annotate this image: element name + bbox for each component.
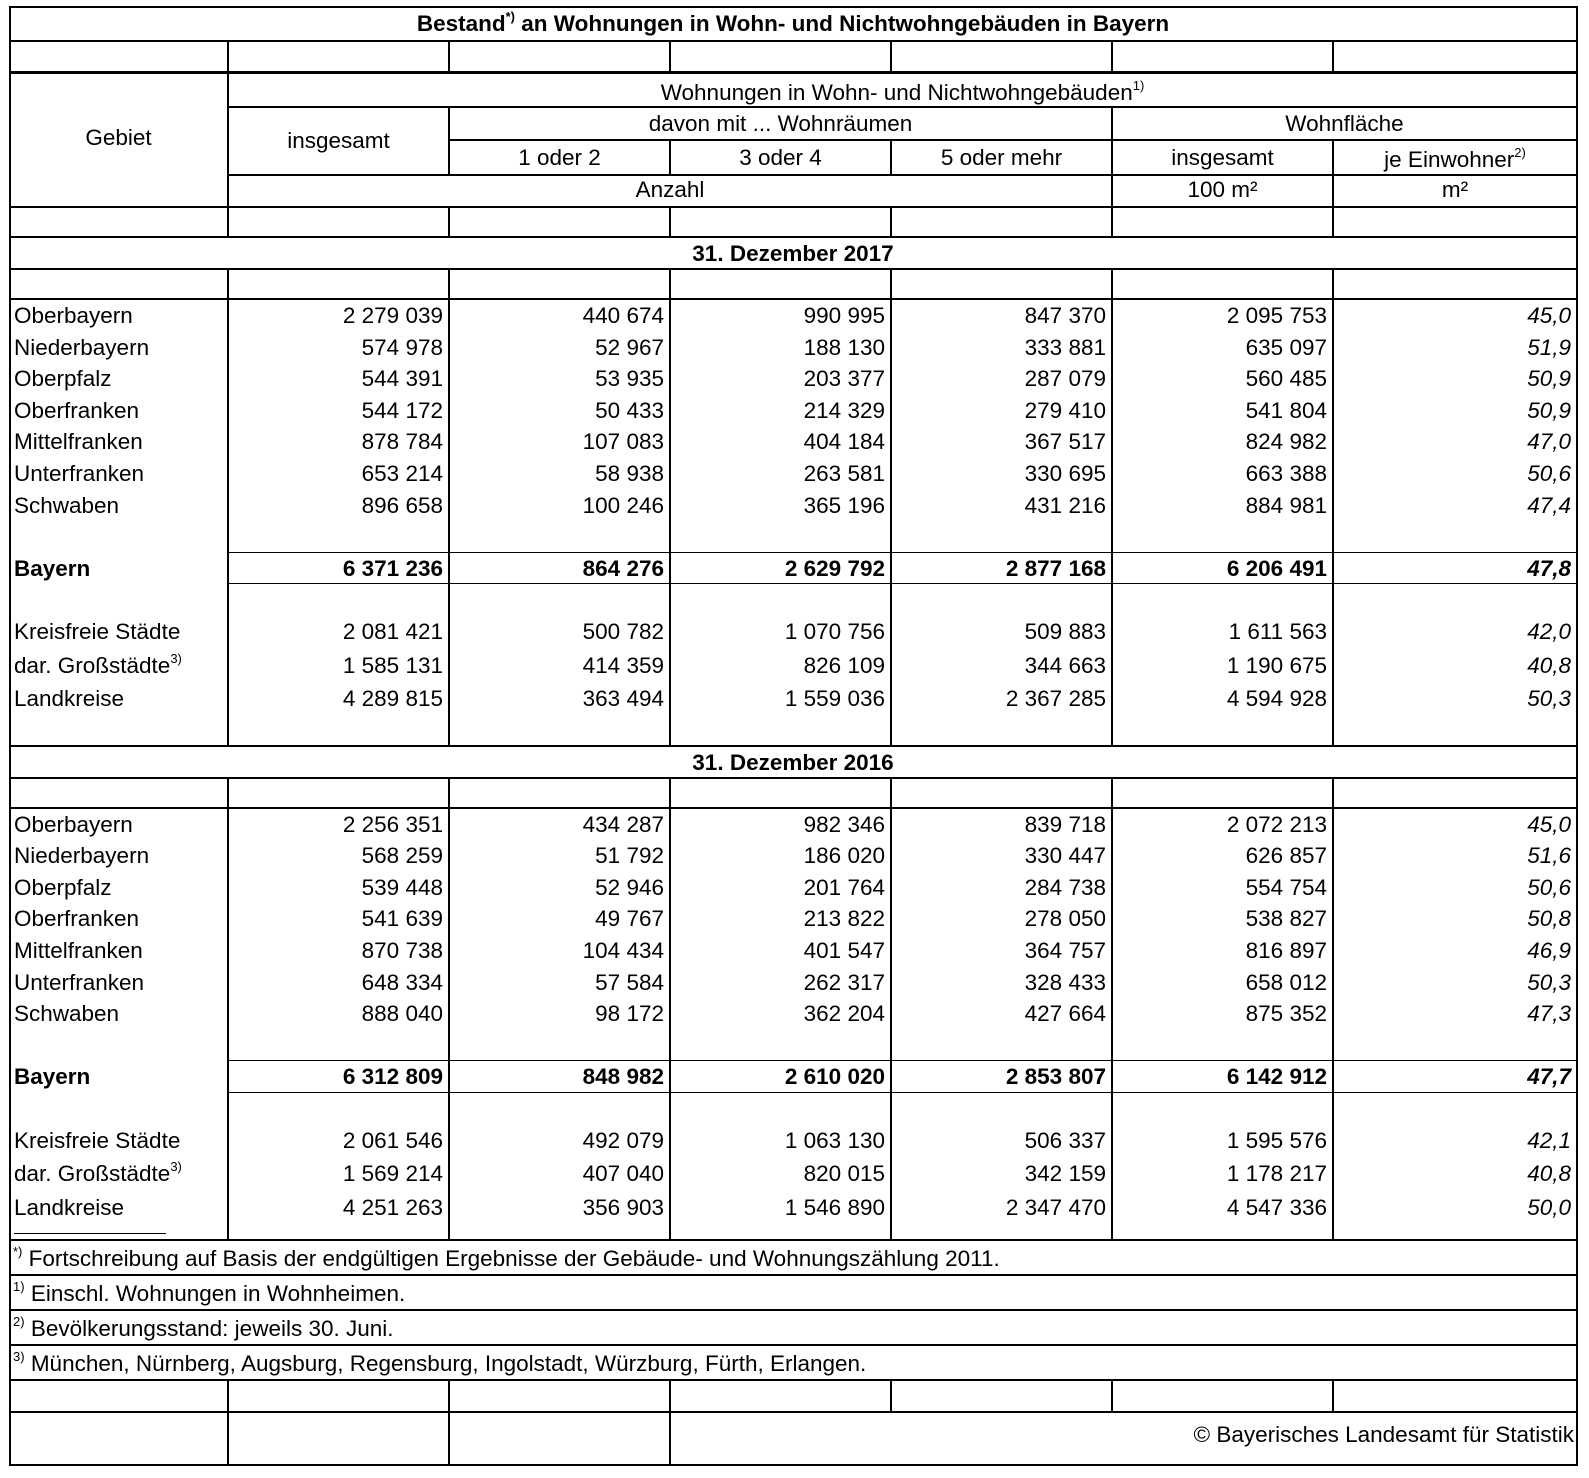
table-cell: 40,8 [1527,652,1571,678]
table-cell: 1 178 217 [1226,1161,1327,1186]
table-cell: 50,3 [1527,686,1571,711]
total-cell: 47,8 [1527,555,1571,581]
table-cell: 47,0 [1527,429,1571,455]
grid-line [227,1380,229,1412]
table-cell: 539 448 [361,874,443,900]
grid-line [669,269,671,299]
table-cell: 328 433 [1024,969,1106,995]
column-header-davon: davon mit ... Wohnräumen [648,111,913,136]
table-cell: 356 903 [582,1194,664,1220]
table-cell: 2 061 546 [342,1127,443,1153]
total-cell: 6 371 236 [342,555,443,581]
grid-line [227,269,229,299]
table-title: Bestand*) an Wohnungen in Wohn- und Nichtwohngebäuden in Bayern [416,9,1170,36]
table-cell: 214 329 [803,397,885,423]
table-cell: 363 494 [582,686,664,711]
total-cell: 6 142 912 [1226,1064,1327,1090]
table-cell: 1 559 036 [784,686,885,711]
region-name: Oberfranken [14,906,140,932]
grid-line [669,808,671,1241]
grid-line [227,1412,229,1466]
table-cell: 816 897 [1245,937,1327,963]
grid-line [449,139,1577,141]
grid-line [228,552,1577,553]
grid-line [669,41,671,72]
total-cell: 2 877 168 [1005,555,1106,581]
table-cell: 51,6 [1527,843,1571,869]
table-cell: 51,9 [1527,334,1571,360]
grid-line [1332,207,1334,237]
table-cell: 560 485 [1245,366,1327,392]
group-name: Kreisfreie Städte [14,1127,181,1153]
table-cell: 53 935 [595,366,664,392]
grid-line [9,1344,1577,1346]
table-cell: 262 317 [803,969,885,995]
grid-line [448,1412,450,1466]
grid-line [227,207,229,237]
footnote: $^{3)}$ München, Nürnberg, Augsburg, Regensburg, Ingolstadt, Würzburg, Fürth, Erlangen. [13,1349,867,1376]
grid-line [9,71,1577,74]
grid-line [9,236,1577,238]
table-cell: 47,4 [1527,492,1571,518]
table-cell: 404 184 [803,429,885,455]
region-name: Oberfranken [14,397,140,423]
table-cell: 362 204 [803,1001,885,1027]
grid-line [448,41,450,72]
grid-line [228,1092,1577,1093]
table-cell: 541 804 [1245,397,1327,423]
grid-line [9,1239,1577,1241]
grid-line [9,777,1577,779]
region-name: Unterfranken [14,969,145,995]
table-cell: 278 050 [1024,906,1106,932]
table-cell: 847 370 [1024,303,1106,328]
section-title: 31. Dezember 2017 [692,241,894,266]
table-cell: 365 196 [803,492,885,518]
table-cell: 875 352 [1245,1001,1327,1027]
grid-line [669,778,671,808]
table-cell: 635 097 [1245,334,1327,360]
table-cell: 820 015 [803,1161,885,1186]
grid-line [9,1274,1577,1276]
grid-line [890,1380,892,1412]
grid-line [227,808,229,1241]
table-cell: 1 595 576 [1226,1127,1327,1153]
table-cell: 2 367 285 [1005,686,1106,711]
table-cell: 333 881 [1024,334,1106,360]
total-cell: 864 276 [582,555,664,581]
table-cell: 870 738 [361,937,443,963]
grid-line [1332,299,1334,746]
grid-line [448,269,450,299]
table-cell: 4 251 263 [342,1194,443,1220]
table-cell: 284 738 [1024,874,1106,900]
table-cell: 42,1 [1527,1127,1571,1153]
region-name: Oberbayern [14,811,133,837]
table-cell: 1 569 214 [342,1161,443,1186]
table-cell: 2 072 213 [1226,811,1327,837]
region-name: Niederbayern [14,334,150,360]
grid-line [890,207,892,237]
table-cell: 50,0 [1527,1194,1571,1220]
table-cell: 1 190 675 [1226,652,1327,678]
table-cell: 45,0 [1527,811,1571,837]
table-cell: 104 434 [582,937,664,963]
grid-line [228,106,1577,108]
table-cell: 826 109 [803,652,885,678]
footnote: *) Fortschreibung auf Basis der endgültigen Ergebnisse der Gebäude- und Wohnungszählung 2011. [13,1244,1000,1271]
table-cell: 2 279 039 [342,303,443,328]
total-cell: 2 853 807 [1005,1064,1106,1090]
grid-line [890,41,892,72]
table-cell: 2 081 421 [342,619,443,644]
grid-line [9,268,1577,270]
table-cell: 57 584 [595,969,664,995]
table-cell: 648 334 [361,969,443,995]
grid-line [1332,808,1334,1241]
table-cell: 203 377 [803,366,885,392]
table-cell: 40,8 [1527,1161,1571,1186]
region-name: Niederbayern [14,843,150,869]
unit-m2: m² [1441,177,1469,202]
group-name: dar. Großstädte$^{3)}$ [14,650,182,678]
table-cell: 50,8 [1527,906,1571,932]
table-cell: 653 214 [361,461,443,486]
table-cell: 990 995 [803,303,885,328]
column-header-wohnungen: Wohnungen in Wohn- und Nichtwohngebäuden$^{1)}$ [660,78,1145,105]
region-name: Schwaben [14,492,120,518]
grid-line [9,745,1577,747]
table-cell: 50,9 [1527,397,1571,423]
table-cell: 213 822 [803,906,885,932]
grid-line [669,1380,671,1412]
table-cell: 506 337 [1024,1127,1106,1153]
grid-line [9,1411,1577,1413]
table-cell: 50,9 [1527,366,1571,392]
grid-line [1111,1380,1113,1412]
table-cell: 47,3 [1527,1001,1571,1027]
table-cell: 186 020 [803,843,885,869]
table-cell: 500 782 [582,619,664,644]
total-name: Bayern [14,1064,91,1090]
table-cell: 50,6 [1527,874,1571,900]
table-cell: 492 079 [582,1127,664,1153]
table-cell: 509 883 [1024,619,1106,644]
statistics-table [9,6,1578,1466]
group-name: dar. Großstädte$^{3)}$ [14,1159,182,1186]
grid-line [448,778,450,808]
column-header-wf-insgesamt: insgesamt [1171,145,1274,170]
total-cell: 2 629 792 [784,555,885,581]
table-cell: 4 547 336 [1226,1194,1327,1220]
grid-line [669,207,671,237]
table-cell: 50,3 [1527,969,1571,995]
unit-100m2: 100 m² [1187,177,1258,202]
table-cell: 4 289 815 [342,686,443,711]
table-cell: 414 359 [582,652,664,678]
unit-anzahl: Anzahl [635,177,705,202]
table-cell: 364 757 [1024,937,1106,963]
table-cell: 626 857 [1245,843,1327,869]
table-cell: 824 982 [1245,429,1327,455]
total-cell: 848 982 [582,1064,664,1090]
table-cell: 330 695 [1024,461,1106,486]
table-cell: 342 159 [1024,1161,1106,1186]
table-cell: 544 172 [361,397,443,423]
table-cell: 1 063 130 [784,1127,885,1153]
group-name: Landkreise [14,1194,125,1220]
column-header-je-einwohner: je Einwohner$^{2)}$ [1384,145,1526,172]
table-cell: 98 172 [595,1001,664,1027]
column-header-insgesamt: insgesamt [287,128,390,153]
table-cell: 51 792 [595,843,664,869]
region-name: Unterfranken [14,461,145,486]
total-cell: 2 610 020 [784,1064,885,1090]
table-cell: 263 581 [803,461,885,486]
grid-line [890,808,892,1241]
grid-line [1111,207,1113,237]
copyright: © Bayerisches Landesamt für Statistik [1193,1422,1574,1447]
grid-line [228,583,1577,584]
table-cell: 45,0 [1527,303,1571,328]
region-name: Oberpfalz [14,874,112,900]
grid-line [1332,269,1334,299]
table-cell: 2 095 753 [1226,303,1327,328]
grid-line [1332,778,1334,808]
table-cell: 52 967 [595,334,664,360]
table-cell: 544 391 [361,366,443,392]
grid-line [448,207,450,237]
region-name: Mittelfranken [14,429,143,455]
grid-line [1111,41,1113,72]
table-cell: 58 938 [595,461,664,486]
table-cell: 554 754 [1245,874,1327,900]
table-cell: 982 346 [803,811,885,837]
table-cell: 46,9 [1527,937,1571,963]
column-header-gebiet: Gebiet [85,125,152,150]
table-cell: 896 658 [361,492,443,518]
table-cell: 427 664 [1024,1001,1106,1027]
grid-line [227,778,229,808]
table-cell: 50 433 [595,397,664,423]
table-cell: 4 594 928 [1226,686,1327,711]
total-name: Bayern [14,555,91,581]
footnote: $^{1)}$ Einschl. Wohnungen in Wohnheimen. [13,1279,406,1306]
grid-line [227,299,229,746]
table-cell: 541 639 [361,906,443,932]
column-header-1-2: 1 oder 2 [518,145,601,170]
table-cell: 434 287 [582,811,664,837]
column-header-5: 5 oder mehr [940,145,1063,170]
table-cell: 330 447 [1024,843,1106,869]
footnote: $^{2)}$ Bevölkerungsstand: jeweils 30. Juni. [13,1314,394,1341]
grid-line [228,174,1577,176]
table-cell: 839 718 [1024,811,1106,837]
total-cell: 47,7 [1527,1064,1571,1090]
region-name: Oberpfalz [14,366,112,392]
table-cell: 2 347 470 [1005,1194,1106,1220]
table-cell: 663 388 [1245,461,1327,486]
grid-line [1111,299,1113,746]
table-cell: 658 012 [1245,969,1327,995]
grid-line [1111,269,1113,299]
grid-line [1111,778,1113,808]
grid-line [227,41,229,72]
table-cell: 50,6 [1527,461,1571,486]
grid-line [890,778,892,808]
table-cell: 440 674 [582,303,664,328]
table-cell: 2 256 351 [342,811,443,837]
table-cell: 52 946 [595,874,664,900]
grid-line [448,1380,450,1412]
table-cell: 888 040 [361,1001,443,1027]
grid-line [669,299,671,746]
grid-line [9,1379,1577,1381]
table-cell: 431 216 [1024,492,1106,518]
column-header-3-4: 3 oder 4 [739,145,822,170]
table-cell: 884 981 [1245,492,1327,518]
table-cell: 407 040 [582,1161,664,1186]
table-cell: 1 611 563 [1228,619,1327,644]
grid-line [1332,41,1334,72]
table-cell: 279 410 [1024,397,1106,423]
grid-line [448,299,450,746]
table-cell: 42,0 [1527,619,1571,644]
grid-line [890,299,892,746]
table-cell: 188 130 [803,334,885,360]
region-name: Oberbayern [14,303,133,328]
grid-line [9,1309,1577,1311]
table-cell: 100 246 [582,492,664,518]
total-cell: 6 312 809 [342,1064,443,1090]
total-cell: 6 206 491 [1226,555,1327,581]
grid-line [448,808,450,1241]
table-cell: 574 978 [361,334,443,360]
table-cell: 344 663 [1024,652,1106,678]
table-cell: 1 585 131 [342,652,443,678]
section-title: 31. Dezember 2016 [692,749,894,775]
table-cell: 878 784 [361,429,443,455]
region-name: Schwaben [14,1001,120,1027]
grid-line [890,269,892,299]
table-cell: 1 546 890 [784,1194,885,1220]
grid-line [9,807,1577,809]
table-cell: 1 070 756 [784,619,885,644]
table-cell: 49 767 [595,906,664,932]
grid-line [14,1233,166,1234]
grid-line [9,40,1577,42]
table-cell: 568 259 [361,843,443,869]
grid-line [9,298,1577,300]
grid-line [9,206,1577,208]
table-cell: 367 517 [1024,429,1106,455]
table-cell: 538 827 [1245,906,1327,932]
table-cell: 201 764 [803,874,885,900]
table-cell: 287 079 [1024,366,1106,392]
grid-line [228,1060,1577,1061]
grid-line [1111,808,1113,1241]
group-name: Kreisfreie Städte [14,619,181,644]
table-cell: 401 547 [803,937,885,963]
table-cell: 107 083 [582,429,664,455]
region-name: Mittelfranken [14,937,143,963]
grid-line [1332,1380,1334,1412]
column-header-wohnflaeche: Wohnfläche [1285,111,1404,136]
group-name: Landkreise [14,686,125,711]
